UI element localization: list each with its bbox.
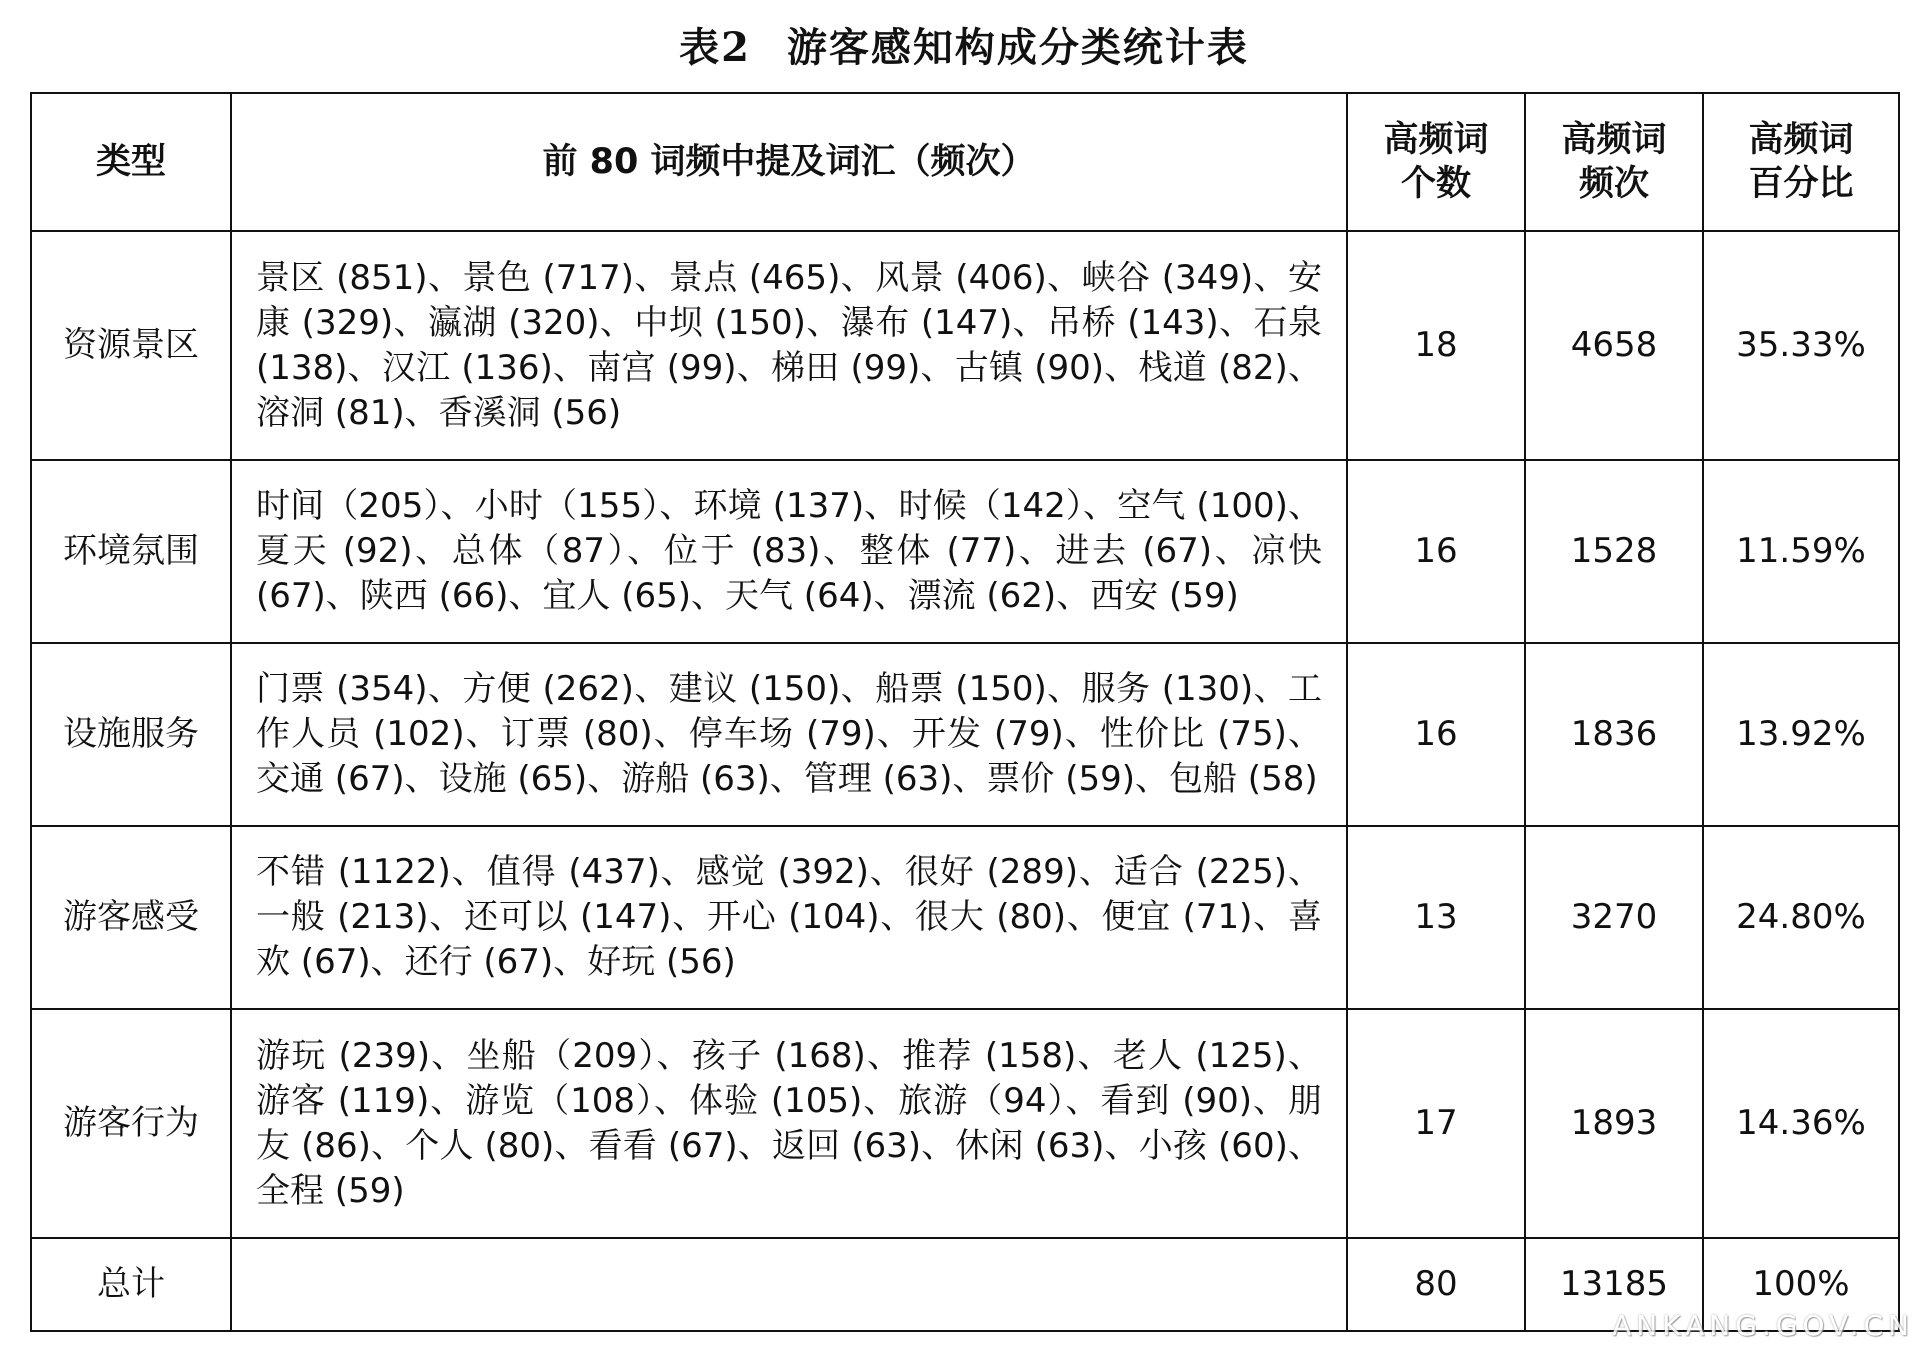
total-label: 总计 [31,1238,231,1331]
table-row [31,1009,1899,1238]
row-type: 游客行为 [31,1009,231,1238]
table-row [31,460,1899,643]
row-words: 不错 (1122)、值得 (437)、感觉 (392)、很好 (289)、适合 (225)、一般 (213)、还可以 (147)、开心 (104)、很大 (80)、便宜 (71)、喜欢 (67)、还行 (67)、好玩 (56) [231,826,1347,1009]
header-word-count [1347,93,1525,231]
row-words: 景区 (851)、景色 (717)、景点 (465)、风景 (406)、峡谷 (349)、安康 (329)、瀛湖 (320)、中坝 (150)、瀑布 (147)、吊桥 (143)、石泉 (138)、汉江 (136)、南宫 (99)、梯田 (99)、古镇 (90)、栈道 (82)、溶洞 (81)、香溪洞 (56) [231,231,1347,460]
table-caption [0,18,1928,78]
row-percentage: 13.92% [1703,643,1899,826]
header-percentage-line2: 百分比 [1748,164,1854,204]
row-words: 门票 (354)、方便 (262)、建议 (150)、船票 (150)、服务 (130)、工作人员 (102)、订票 (80)、停车场 (79)、开发 (79)、性价比 (75)、交通 (67)、设施 (65)、游船 (63)、管理 (63)、票价 (59)、包船 (58) [231,643,1347,826]
table-row [31,826,1899,1009]
row-type: 资源景区 [31,231,231,460]
row-word-count: 16 [1347,460,1525,643]
row-word-count: 17 [1347,1009,1525,1238]
row-percentage: 11.59% [1703,460,1899,643]
total-percentage: 100% [1703,1238,1899,1331]
header-percentage [1703,93,1899,231]
total-words [231,1238,1347,1331]
row-words: 时间（205）、小时（155）、环境 (137)、时候（142）、空气 (100)、夏天 (92)、总体（87）、位于 (83)、整体 (77)、进去 (67)、凉快 (67)、陕西 (66)、宜人 (65)、天气 (64)、漂流 (62)、西安 (59) [231,460,1347,643]
total-frequency: 13185 [1525,1238,1703,1331]
row-frequency: 4658 [1525,231,1703,460]
row-frequency: 1528 [1525,460,1703,643]
header-words: 前 80 词频中提及词汇（频次） [231,93,1347,231]
table-row [31,643,1899,826]
table-title: 游客感知构成分类统计表 [786,24,1249,71]
header-frequency-line2: 频次 [1578,164,1649,204]
table-number: 表2 [679,24,751,71]
header-percentage-line1: 高频词 [1748,120,1854,160]
site-watermark: ANKANG.GOV.CN [1612,1309,1914,1342]
row-percentage: 24.80% [1703,826,1899,1009]
row-percentage: 35.33% [1703,231,1899,460]
table-row [31,231,1899,460]
header-frequency [1525,93,1703,231]
row-percentage: 14.36% [1703,1009,1899,1238]
perception-table [30,92,1900,1332]
header-type: 类型 [31,93,231,231]
row-word-count: 18 [1347,231,1525,460]
row-type: 环境氛围 [31,460,231,643]
row-type: 游客感受 [31,826,231,1009]
row-frequency: 1836 [1525,643,1703,826]
total-word-count: 80 [1347,1238,1525,1331]
row-frequency: 1893 [1525,1009,1703,1238]
row-frequency: 3270 [1525,826,1703,1009]
row-word-count: 13 [1347,826,1525,1009]
header-word-count-line2: 个数 [1400,164,1471,204]
row-type: 设施服务 [31,643,231,826]
header-frequency-line1: 高频词 [1561,120,1667,160]
row-words: 游玩 (239)、坐船（209）、孩子 (168)、推荐 (158)、老人 (125)、游客 (119)、游览（108）、体验 (105)、旅游（94）、看到 (90)、朋友 (86)、个人 (80)、看看 (67)、返回 (63)、休闲 (63)、小孩 (60)、全程 (59) [231,1009,1347,1238]
header-row [31,93,1899,231]
row-word-count: 16 [1347,643,1525,826]
header-word-count-line1: 高频词 [1383,120,1489,160]
